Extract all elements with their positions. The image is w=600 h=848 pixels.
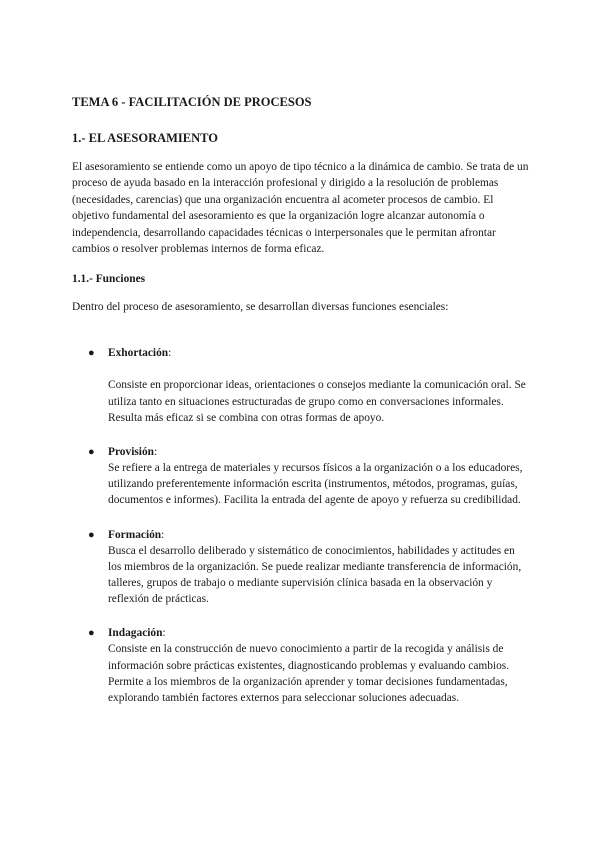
name-suffix: :: [162, 627, 166, 640]
function-name: Exhortación: [108, 347, 169, 360]
bullet-icon: ●: [88, 528, 95, 541]
function-description: Busca el desarrollo deliberado y sistemático de conocimientos, habilidades y actitudes en los miembros de la organización. Se puede realizar mediante transferencia de información, talleres, grupos de trabajo o mediante supervisión clínica basada en la observación y reflexión de prácticas.: [108, 544, 522, 606]
intro-paragraph: El asesoramiento se entiende como un apoyo de tipo técnico a la dinámica de cambio. Se trata de un proceso de ayuda basado en la interacción profesional y dirigido a la resolución de problemas (necesidades, carencias) que una organización encuentra al acometer procesos de cambio. El objetivo fundamental del asesoramiento es que la organización logre alcanzar autonomía o independencia, desarrollando capacidades técnicas o interpersonales que le permitan afrontar cambios o resolver problemas internos de forma eficaz.: [72, 161, 529, 256]
section-heading: 1.- EL ASESORAMIENTO: [72, 131, 218, 145]
document-page: [72, 93, 530, 724]
document-title: TEMA 6 - FACILITACIÓN DE PROCESOS: [72, 95, 312, 109]
list-item: [72, 527, 530, 608]
function-description: Consiste en proporcionar ideas, orientaciones o consejos mediante la comunicación oral. Se utiliza tanto en situaciones estructuradas de grupo como en conversaciones informales. Resulta más eficaz si se combina con otras formas de apoyo.: [108, 379, 526, 424]
name-suffix: :: [154, 446, 158, 459]
bullet-icon: ●: [88, 347, 95, 360]
function-name-line: [108, 527, 530, 543]
functions-intro: Dentro del proceso de asesoramiento, se desarrollan diversas funciones esenciales:: [72, 301, 449, 314]
list-item: [72, 345, 530, 426]
function-name: Indagación: [108, 627, 163, 640]
function-name: Provisión: [108, 446, 154, 459]
function-name: Formación: [108, 528, 162, 541]
bullet-icon: ●: [88, 627, 95, 640]
name-suffix: :: [168, 347, 172, 360]
list-item: [72, 625, 530, 706]
function-name-line: [108, 345, 530, 361]
list-item: [72, 444, 530, 509]
function-description: Consiste en la construcción de nuevo conocimiento a partir de la recogida y análisis de información sobre prácticas existentes, diagnosticando problemas y evaluando cambios. Permite a los miembros de la organización aprender y tomar decisiones fundamentadas, explorando también factores externos para seleccionar soluciones adecuadas.: [108, 643, 510, 705]
function-description: Se refiere a la entrega de materiales y recursos físicos a la organización o a los educadores, utilizando preferentemente información escrita (instrumentos, métodos, programas, guías, documentos e informes). Facilita la entrada del agente de apoyo y refuerza su credibilidad.: [108, 462, 523, 507]
subsection-heading: 1.1.- Funciones: [72, 273, 146, 286]
name-suffix: :: [161, 528, 165, 541]
functions-list: [72, 345, 530, 706]
bullet-icon: ●: [88, 446, 95, 459]
function-name-line: [108, 625, 530, 641]
function-name-line: [108, 444, 530, 460]
